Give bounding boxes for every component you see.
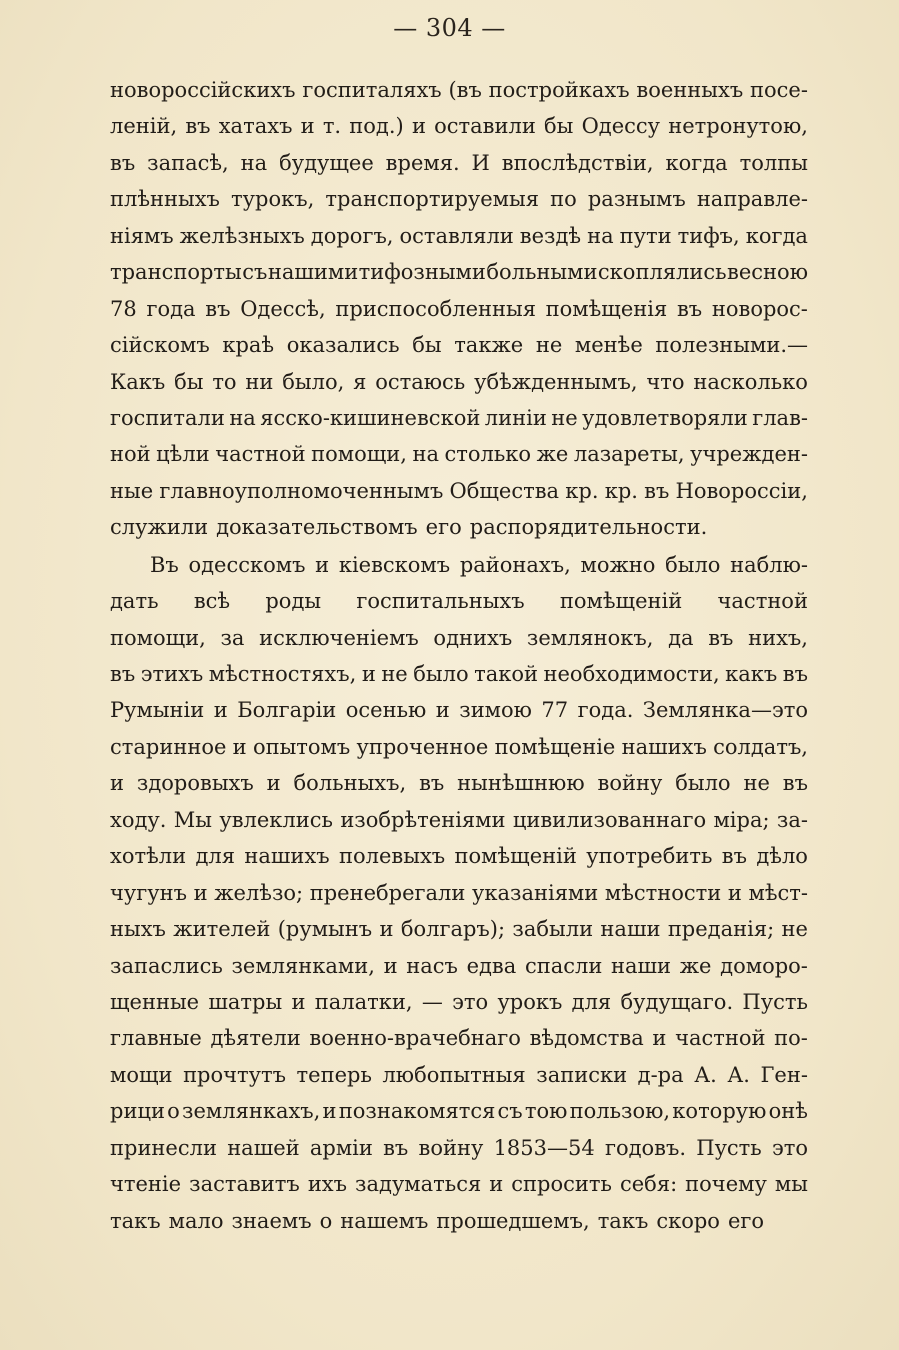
paragraph-2	[110, 547, 808, 1239]
body-text	[110, 72, 808, 1239]
text-line: чтеніе заставитъ ихъ задуматься и спросить себя: почему мы	[110, 1172, 808, 1197]
text-line: ныхъ жителей (румынъ и болгаръ); забыли наши преданія; не	[110, 917, 808, 942]
text-line: леній, въ хатахъ и т. под.) и оставили бы Одессу нетронутою,	[110, 114, 808, 139]
text-line: плѣнныхъ турокъ, транспортируемыя по разнымъ направле-	[110, 187, 808, 212]
text-line: мощи прочтутъ теперь любопытныя записки д-ра А. А. Ген-	[110, 1062, 808, 1087]
text-line: Въ одесскомъ и кіевскомъ районахъ, можно было наблю-	[150, 552, 808, 577]
text-line: такъ мало знаемъ о нашемъ прошедшемъ, такъ скоро его	[110, 1208, 765, 1233]
text-line: рици о землянкахъ, и познакомятся съ тою пользою, которую онѣ	[110, 1099, 808, 1124]
text-line: старинное и опытомъ упроченное помѣщеніе нашихъ солдатъ,	[110, 734, 808, 759]
text-line: принесли нашей арміи въ войну 1853—54 годовъ. Пусть это	[110, 1135, 808, 1160]
text-line: чугунъ и желѣзо; пренебрегали указаніями мѣстности и мѣст-	[110, 880, 808, 905]
text-line: Румыніи и Болгаріи осенью и зимою 77 года. Землянка—это	[110, 698, 808, 723]
paragraph-1	[110, 72, 808, 546]
text-line: сійскомъ краѣ оказались бы также не менѣе полезными.—	[110, 333, 808, 358]
text-line: 78 года въ Одессѣ, приспособленныя помѣщенія въ новорос-	[110, 296, 808, 321]
text-line: ніямъ желѣзныхъ дорогъ, оставляли вездѣ на пути тифъ, когда	[110, 223, 808, 248]
text-line: ходу. Мы увлеклись изобрѣтеніями цивилизованнаго міра; за-	[110, 807, 808, 832]
text-line: въ этихъ мѣстностяхъ, и не было такой необходимости, какъ въ	[110, 662, 808, 686]
text-line: главные дѣятели военно-врачебнаго вѣдомства и частной по-	[110, 1026, 808, 1051]
text-line: служили доказательствомъ его распорядительности.	[110, 515, 708, 540]
text-line: щенные шатры и палатки, — это урокъ для будущаго. Пусть	[110, 989, 808, 1014]
text-line: новороссійскихъ госпиталяхъ (въ постройкахъ военныхъ посе-	[110, 78, 808, 102]
text-line: госпитали на ясско-кишиневской линіи не удовлетворяли глав-	[110, 405, 808, 430]
text-line: транспорты съ нашими тифозными больными скоплялись весною	[110, 260, 808, 285]
page-number: — 304 —	[393, 14, 506, 42]
text-line: дать всѣ роды госпитальныхъ помѣщеній частной	[110, 589, 808, 614]
text-line: запаслись землянками, и насъ едва спасли наши же доморо-	[110, 953, 808, 978]
text-line: въ запасѣ, на будущее время. И впослѣдствіи, когда толпы	[110, 150, 808, 175]
text-line: хотѣли для нашихъ полевыхъ помѣщеній употребить въ дѣло	[110, 844, 808, 869]
text-line: ные главноуполномоченнымъ Общества кр. кр. въ Новороссіи,	[110, 478, 808, 503]
text-line: помощи, за исключеніемъ однихъ землянокъ, да въ нихъ,	[110, 625, 808, 650]
text-line: Какъ бы то ни было, я остаюсь убѣжденнымъ, что насколько	[110, 369, 808, 394]
text-line: и здоровыхъ и больныхъ, въ нынѣшнюю войну было не въ	[110, 771, 808, 796]
text-line: ной цѣли частной помощи, на столько же лазареты, учрежден-	[110, 442, 808, 467]
